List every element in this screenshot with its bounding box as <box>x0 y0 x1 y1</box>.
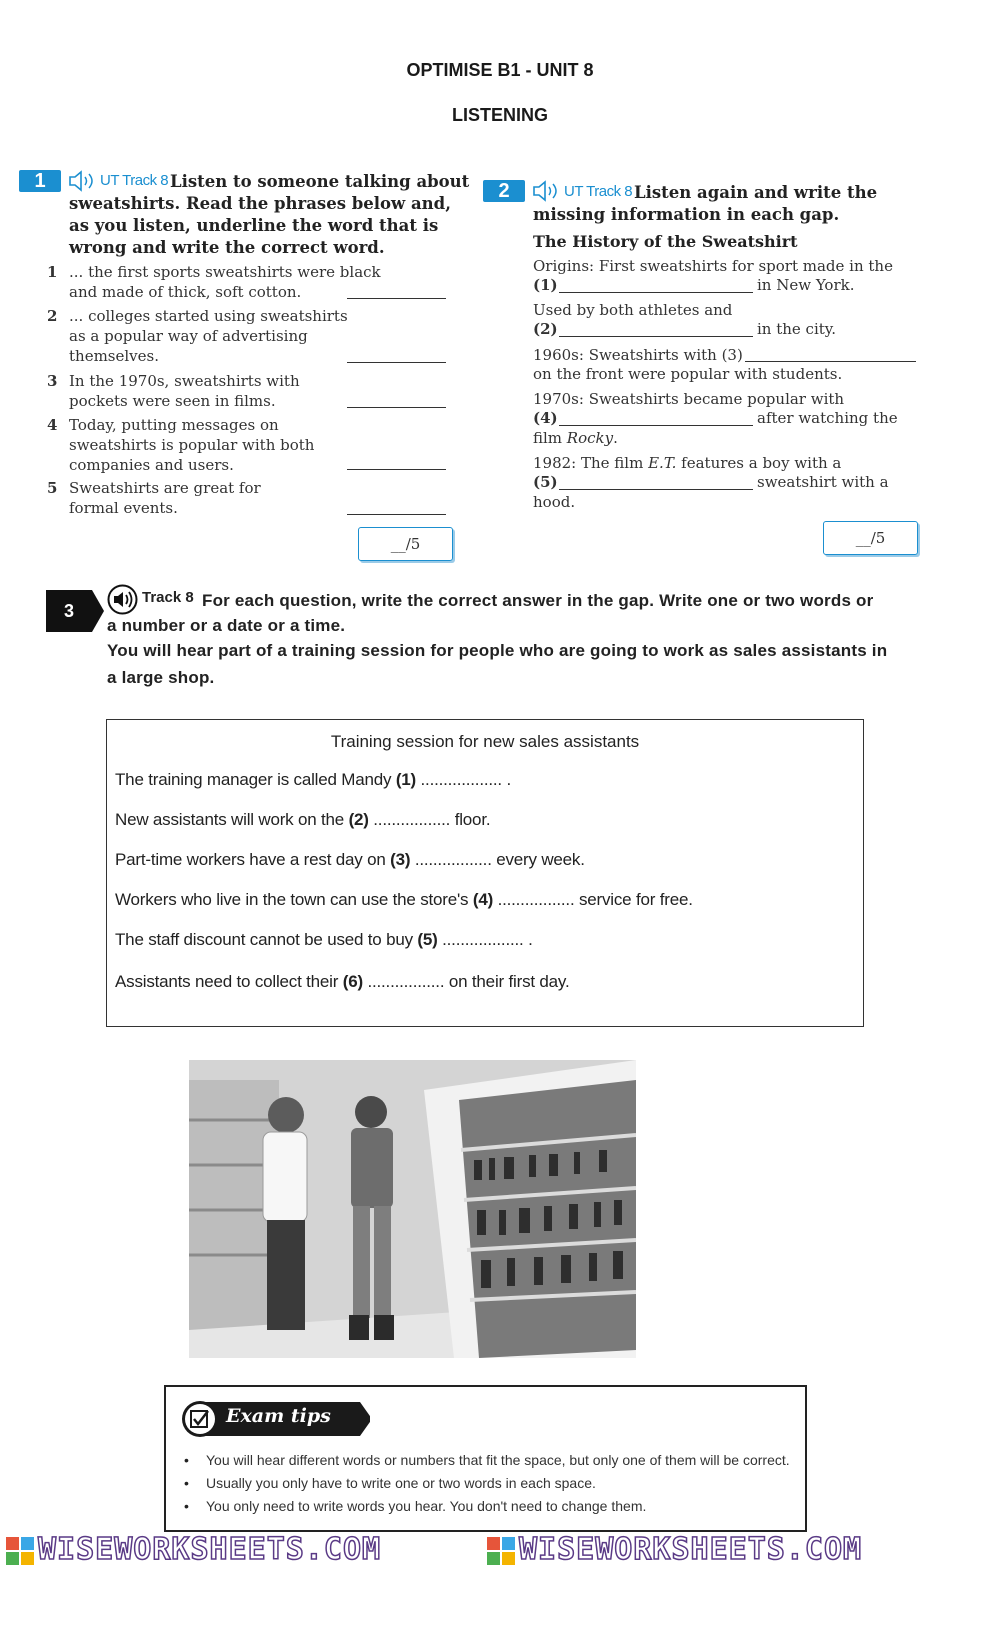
watermark-text: WISEWORKSHEETS.COM <box>519 1532 863 1567</box>
gap-row-text: Origins: First sweatshirts for sport made in the <box>533 257 893 275</box>
watermark-text: WISEWORKSHEETS.COM <box>38 1532 382 1567</box>
gap-row: film Rocky. <box>533 429 618 447</box>
answer-line-1[interactable] <box>347 298 446 299</box>
list-item: 1 ... the first sports sweatshirts were black and made of thick, soft cotton. <box>47 263 381 301</box>
exercise-1-instruction-line: as you listen, underline the word that is <box>69 216 439 235</box>
exercise-1-track: UT Track 8 <box>100 172 169 189</box>
gap-row: Assistants need to collect their (6) ................. on their first day. <box>115 972 570 991</box>
audio-icon <box>532 180 562 202</box>
list-item: 5 Sweatshirts are great for formal events. <box>47 479 261 517</box>
exercise-3-track: Track 8 <box>142 589 194 606</box>
gap-line-5[interactable] <box>559 489 753 490</box>
gap-row: 1982: The film E.T. features a boy with a <box>533 454 842 472</box>
page-subtitle: LISTENING <box>451 105 548 125</box>
exercise-3-instruction-line: a number or a date or a time. <box>107 616 346 635</box>
exercise-3-instruction-line: For each question, write the correct answer in the gap. Write one or two words or <box>202 591 874 610</box>
score-box: __/5 <box>823 521 918 555</box>
answer-line-4[interactable] <box>347 469 446 470</box>
exam-tips-list <box>206 1449 790 1518</box>
gap-row: The staff discount cannot be used to buy (5) .................. . <box>115 930 533 949</box>
wiseworksheets-logo-icon <box>487 1537 515 1565</box>
gap-row: Part-time workers have a rest day on (3) ................. every week. <box>115 850 585 869</box>
exercise-2-track: UT Track 8 <box>564 183 633 200</box>
training-session-box <box>106 719 864 1027</box>
item-number: 2 <box>47 307 58 325</box>
exercise-2-instruction-line: missing information in each gap. <box>533 205 840 224</box>
gap-row: Workers who live in the town can use the store's (4) ................. service for free. <box>115 890 693 909</box>
exercise-1-instruction-line: Listen to someone talking about <box>170 172 470 191</box>
exercise-2-heading: The History of the Sweatshirt <box>533 232 798 251</box>
answer-line-3[interactable] <box>347 407 446 408</box>
list-item: • Usually you only have to write one or two words in each space. <box>206 1472 790 1495</box>
exercise-3-instruction-line: a large shop. <box>107 668 215 687</box>
exercise-2-badge: 2 <box>483 180 525 202</box>
list-item: 4 Today, putting messages on sweatshirts is popular with both companies and users. <box>47 416 315 474</box>
exercise-1-instruction-line: wrong and write the correct word. <box>69 238 385 257</box>
gap-line-2[interactable] <box>559 336 753 337</box>
exercise-3-instruction-line: You will hear part of a training session for people who are going to work as sales assistants in <box>107 641 888 660</box>
gap-line-4[interactable] <box>559 425 753 426</box>
item-number: 3 <box>47 372 58 390</box>
gap-row: The training manager is called Mandy (1) .................. . <box>115 770 511 789</box>
gap-row: New assistants will work on the (2) ................. floor. <box>115 810 491 829</box>
answer-line-2[interactable] <box>347 362 446 363</box>
page-title: OPTIMISE B1 - UNIT 8 <box>406 60 594 80</box>
exam-tips-title: Exam tips <box>226 1405 331 1427</box>
shop-photo <box>189 1060 636 1358</box>
gap-row: (1) <box>533 276 558 294</box>
exam-tips-box <box>164 1385 807 1532</box>
gap-line-1[interactable] <box>559 292 753 293</box>
wiseworksheets-logo-icon <box>6 1537 34 1565</box>
exercise-1-instruction-line: sweatshirts. Read the phrases below and, <box>69 194 451 213</box>
item-number: 5 <box>47 479 58 497</box>
exercise-2-instruction-line: Listen again and write the <box>634 183 878 202</box>
answer-line-5[interactable] <box>347 514 446 515</box>
score-box: __/5 <box>358 527 453 561</box>
item-number: 4 <box>47 416 58 434</box>
exercise-1-badge: 1 <box>19 170 61 192</box>
item-number: 1 <box>47 263 58 281</box>
gap-line-3[interactable] <box>745 361 916 362</box>
speaker-icon <box>107 584 138 615</box>
list-item: 3 In the 1970s, sweatshirts with pockets were seen in films. <box>47 372 300 410</box>
audio-icon <box>68 170 98 192</box>
list-item: • You only need to write words you hear. You don't need to change them. <box>206 1495 790 1518</box>
box-title: Training session for new sales assistants <box>330 732 640 751</box>
list-item: 2 ... colleges started using sweatshirts as a popular way of advertising themselves. <box>47 307 348 365</box>
list-item: • You will hear different words or numbers that fit the space, but only one of them will be correct. <box>206 1449 790 1472</box>
exercise-3-badge: 3 <box>46 590 92 632</box>
